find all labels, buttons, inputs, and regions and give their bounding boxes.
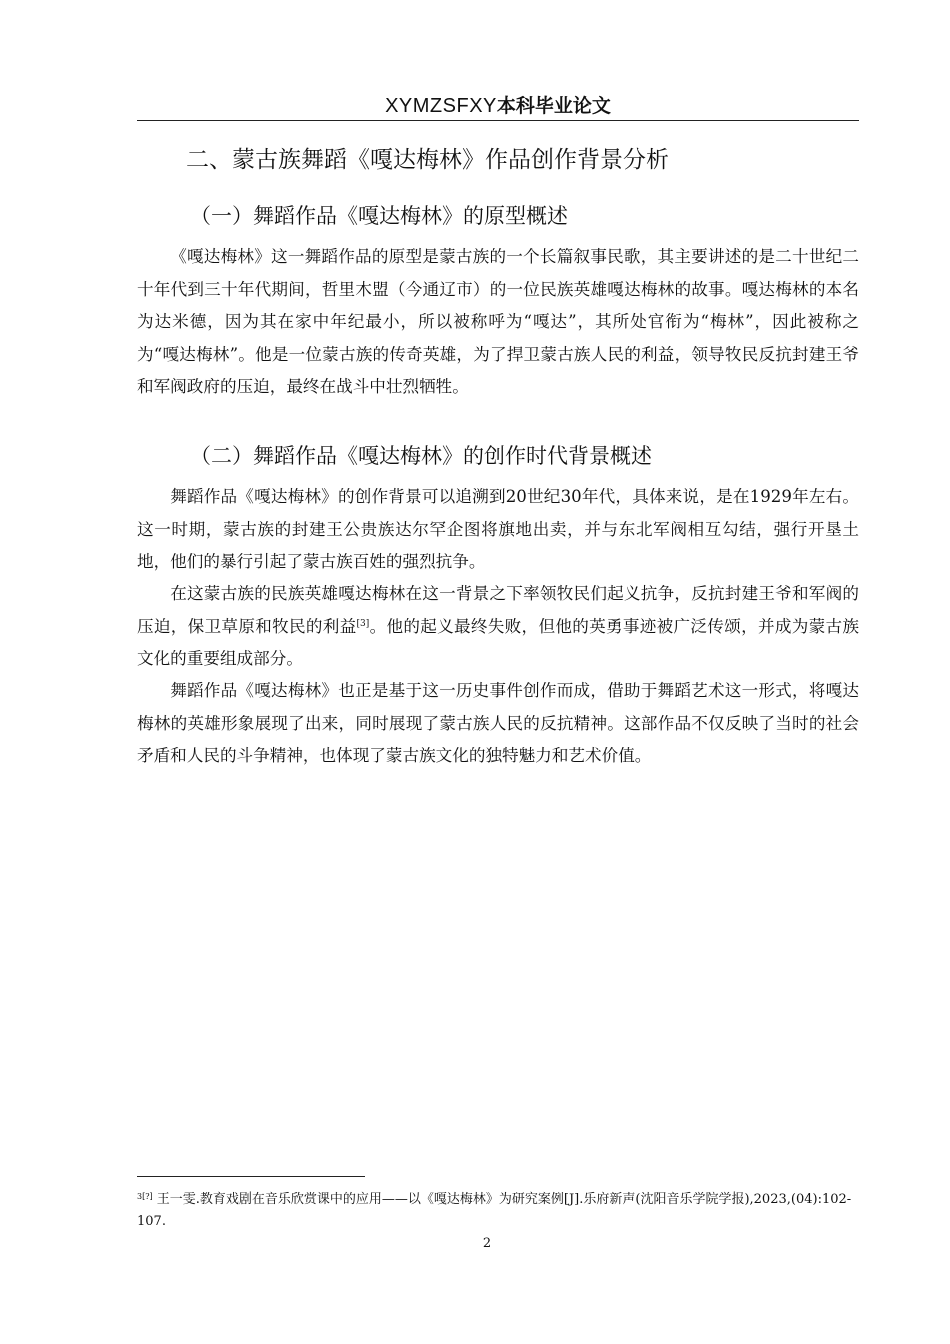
subsection-title-1: （一）舞蹈作品《嘎达梅林》的原型概述 bbox=[190, 204, 568, 228]
header-title: 本科毕业论文 bbox=[496, 95, 611, 117]
footnote-divider bbox=[137, 1176, 365, 1177]
footnote bbox=[137, 1186, 859, 1233]
section-title: 二、蒙古族舞蹈《嘎达梅林》作品创作背景分析 bbox=[186, 147, 669, 173]
subsection-title-2: （二）舞蹈作品《嘎达梅林》的创作时代背景概述 bbox=[190, 444, 652, 468]
footnote-text: 王一雯.教育戏剧在音乐欣赏课中的应用——以《嘎达梅林》为研究案例[J].乐府新声(沈阳音乐学院学报),2023,(04):102-107. bbox=[137, 1192, 852, 1229]
citation-reference[interactable]: [3] bbox=[356, 618, 370, 629]
header-code: XYMZSFXY bbox=[385, 95, 497, 117]
footnote-mark: 3[?] bbox=[137, 1192, 153, 1201]
paragraph-uprising-text-after: 。他的起义最终失败，但他的英勇事迹被广泛传颂，并成为蒙古族文化的重要组成部分。 bbox=[137, 616, 859, 668]
paragraph-prototype: 《嘎达梅林》这一舞蹈作品的原型是蒙古族的一个长篇叙事民歌，其主要讲述的是二十世纪二十年代到三十年代期间，哲里木盟（今通辽市）的一位民族英雄嘎达梅林的故事。嘎达梅林的本名为达米德，因为其在家中年纪最小，所以被称呼为“嘎达”，其所处官衔为“梅林”，因此被称之为“嘎达梅林”。他是一位蒙古族的传奇英雄，为了捍卫蒙古族人民的利益，领导牧民反抗封建王爷和军阀政府的压迫，最终在战斗中壮烈牺牲。 bbox=[137, 247, 859, 396]
page-header bbox=[137, 92, 859, 121]
paragraph-uprising bbox=[137, 578, 859, 676]
paragraph-creation: 舞蹈作品《嘎达梅林》也正是基于这一历史事件创作而成，借助于舞蹈艺术这一形式，将嘎达梅林的英雄形象展现了出来，同时展现了蒙古族人民的反抗精神。这部作品不仅反映了当时的社会矛盾和人民的斗争精神，也体现了蒙古族文化的独特魅力和艺术价值。 bbox=[137, 681, 859, 765]
paragraph-uprising-text-before: 在这蒙古族的民族英雄嘎达梅林在这一背景之下率领牧民们起义抗争，反抗封建王爷和军阀的压迫，保卫草原和牧民的利益 bbox=[137, 584, 859, 636]
paragraph-background: 舞蹈作品《嘎达梅林》的创作背景可以追溯到20世纪30年代，具体来说，是在1929年左右。这一时期，蒙古族的封建王公贵族达尔罕企图将旗地出卖，并与东北军阀相互勾结，强行开垦土地，他们的暴行引起了蒙古族百姓的强烈抗争。 bbox=[137, 487, 859, 571]
page-number: 2 bbox=[482, 1236, 492, 1251]
